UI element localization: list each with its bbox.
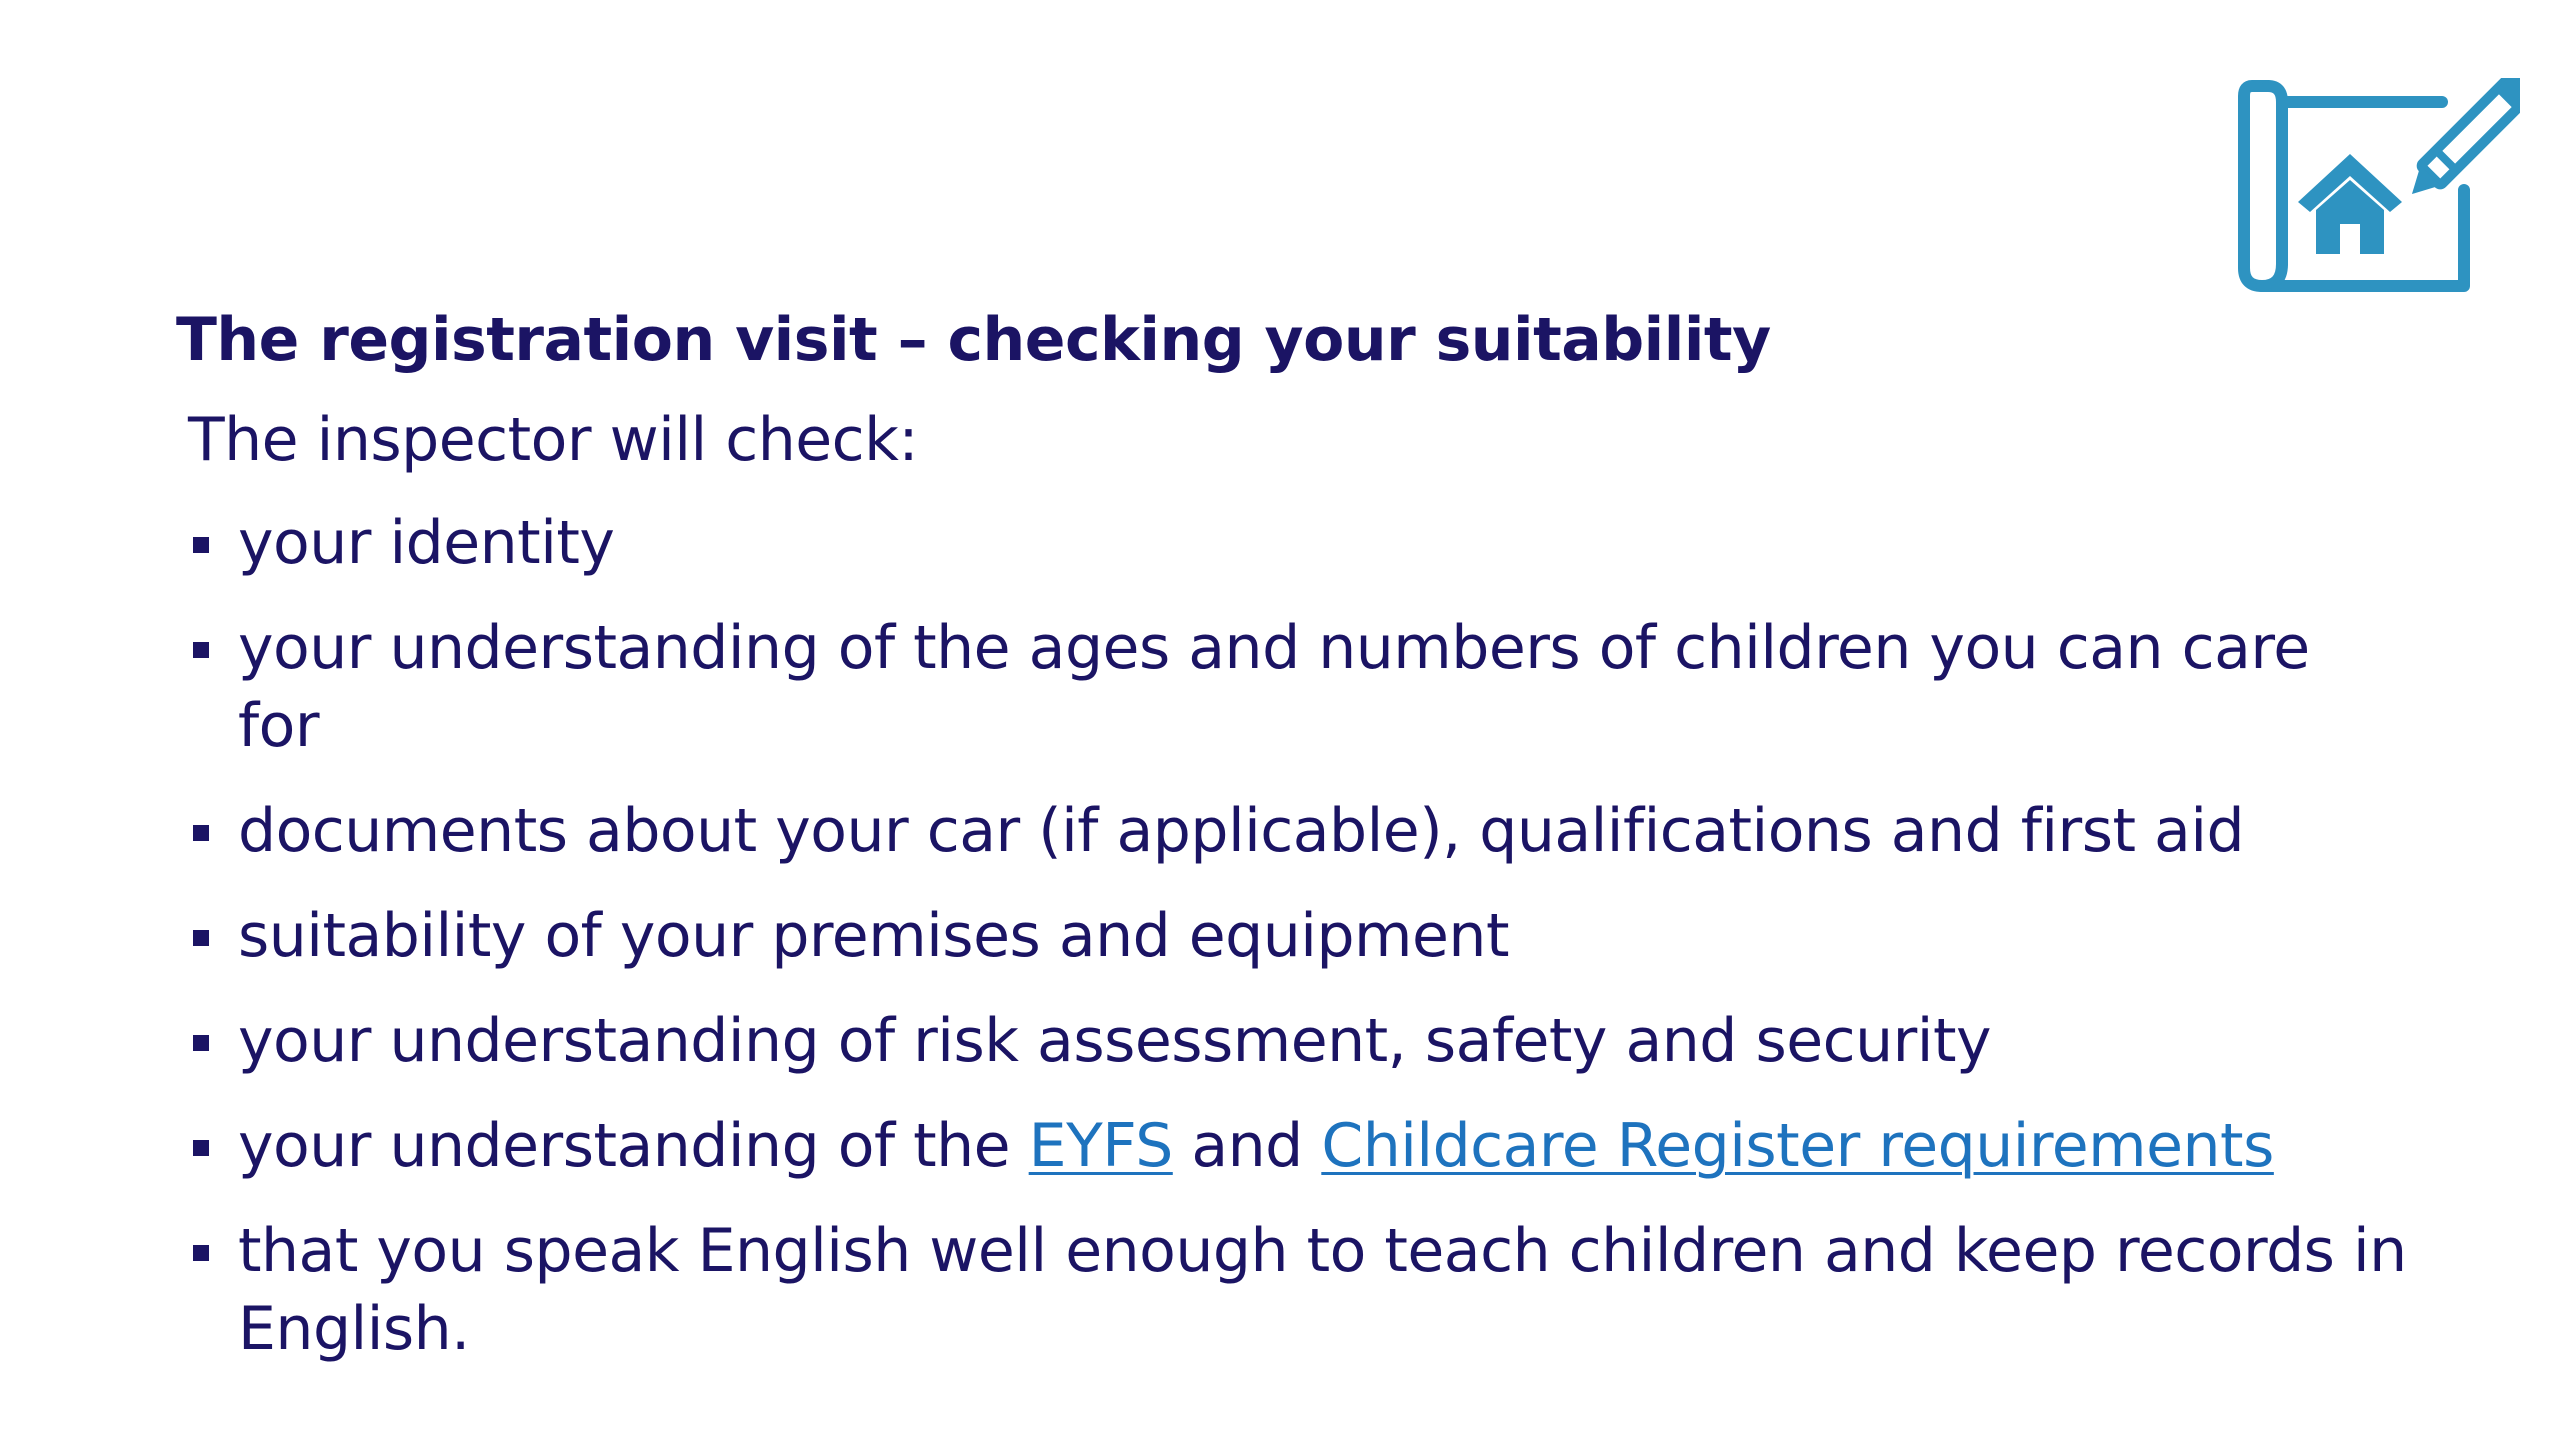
bullet-icon	[193, 930, 209, 946]
bullet-icon	[193, 1140, 209, 1156]
list-item-text: your understanding of risk assessment, safety and security	[238, 1006, 1992, 1076]
list-item	[188, 897, 2408, 975]
house-plan-edit-icon	[2238, 78, 2520, 300]
bullet-icon	[193, 537, 209, 553]
check-list	[188, 504, 2408, 1395]
list-item-text: that you speak English well enough to teach children and keep records in English.	[238, 1216, 2407, 1364]
bullet-icon	[193, 642, 209, 658]
list-item	[188, 792, 2408, 870]
eyfs-link[interactable]: EYFS	[1028, 1111, 1173, 1181]
list-item	[188, 609, 2408, 765]
list-item-text: documents about your car (if applicable), qualifications and first aid	[238, 796, 2245, 866]
list-item-text: your identity	[238, 508, 615, 578]
bullet-icon	[193, 1035, 209, 1051]
slide-heading: The registration visit – checking your suitability	[176, 305, 1771, 375]
list-item-text: your understanding of the ages and numbers of children you can care for	[238, 613, 2310, 761]
list-item	[188, 1107, 2408, 1185]
bullet-icon	[193, 1245, 209, 1261]
intro-text: The inspector will check:	[188, 405, 919, 475]
list-item-text	[238, 1111, 2274, 1181]
list-item-prefix: your understanding of the	[238, 1111, 1029, 1181]
list-item-text: suitability of your premises and equipment	[238, 901, 1509, 971]
childcare-register-link[interactable]: Childcare Register requirements	[1321, 1111, 2274, 1181]
list-item	[188, 1212, 2408, 1368]
list-item-middle: and	[1172, 1111, 1322, 1181]
list-item	[188, 1002, 2408, 1080]
bullet-icon	[193, 825, 209, 841]
list-item	[188, 504, 2408, 582]
